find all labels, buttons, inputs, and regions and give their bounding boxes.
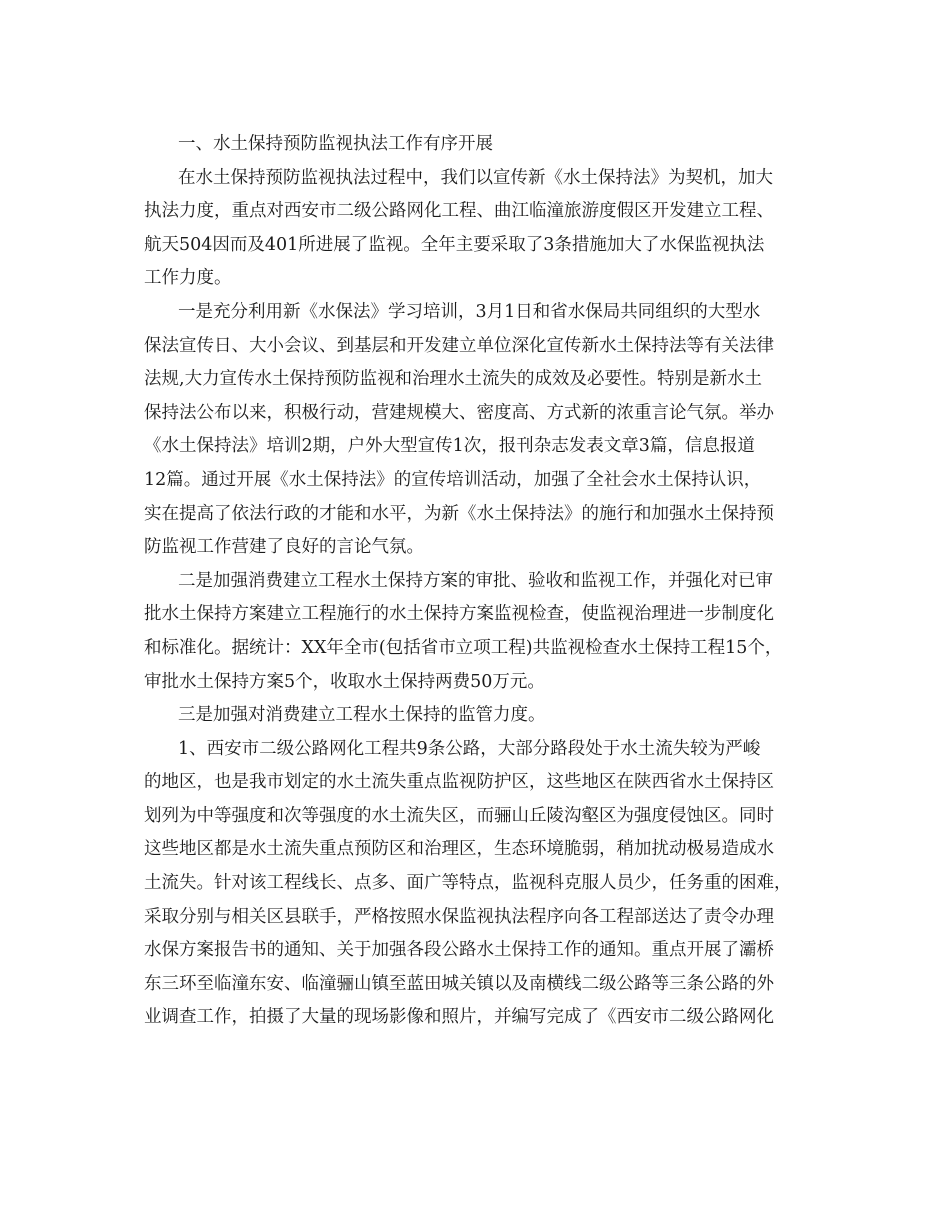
text-line: 保持法公布以来，积极行动，营建规模大、密度高、方式新的浓重言论气氛。举办 [144,402,774,423]
text-line: 法规,大力宣传水土保持预防监视和治理水土流失的成效及必要性。特别是新水土 [144,369,763,390]
text-line: 1、西安市二级公路网化工程共9条公路，大部分路段处于水土流失较为严峻 [178,738,761,759]
text-line: 12篇。通过开展《水土保持法》的宣传培训活动，加强了全社会水土保持认识， [144,469,762,490]
text-line: 审批水土保持方案5个，收取水土保持两费50万元。 [144,671,545,692]
text-line: 土流失。针对该工程线长、点多、面广等特点，监视科克服人员少，任务重的困难， [144,873,792,894]
text-line: 和标准化。据统计：XX年全市(包括省市立项工程)共监视检查水土保持工程15个， [144,637,783,658]
text-line: 东三环至临潼东安、临潼骊山镇至蓝田城关镇以及南横线二级公路等三条公路的外 [144,973,774,994]
text-line: 执法力度，重点对西安市二级公路网化工程、曲江临潼旅游度假区开发建立工程、 [144,201,774,222]
text-line: 实在提高了依法行政的才能和水平，为新《水土保持法》的施行和加强水土保持预 [144,503,774,524]
text-line: 三是加强对消费建立工程水土保持的监管力度。 [178,705,546,726]
text-line: 的地区，也是我市划定的水土流失重点监视防护区，这些地区在陕西省水土保持区 [144,772,774,793]
text-line: 二是加强消费建立工程水土保持方案的审批、验收和监视工作，并强化对已审 [178,570,773,591]
text-line: 保法宣传日、大小会议、到基层和开发建立单位深化宣传新水土保持法等有关法律 [144,335,774,356]
text-line: 防监视工作营建了良好的言论气氛。 [144,537,424,558]
text-line: 一、水土保持预防监视执法工作有序开展 [178,134,493,154]
text-line: 工作力度。 [144,268,232,289]
document-body [144,128,820,1035]
text-line: 采取分别与相关区县联手，严格按照水保监视执法程序向各工程部送达了责令办理 [144,906,774,927]
text-line: 批水土保持方案建立工程施行的水土保持方案监视检查，使监视治理进一步制度化 [144,604,774,625]
text-line: 水保方案报告书的通知、关于加强各段公路水土保持工作的通知。重点开展了灞桥 [144,940,774,961]
text-line: 一是充分利用新《水保法》学习培训，3月1日和省水保局共同组织的大型水 [178,301,761,322]
text-line: 《水土保持法》培训2期，户外大型宣传1次，报刊杂志发表文章3篇，信息报道 [144,436,755,457]
text-line: 航天504因而及401所进展了监视。全年主要采取了3条措施加大了水保监视执法 [144,234,765,255]
text-line: 业调查工作，拍摄了大量的现场影像和照片，并编写完成了《西安市二级公路网化 [144,1007,774,1028]
text-line: 这些地区都是水土流失重点预防区和治理区，生态环境脆弱，稍加扰动极易造成水 [144,839,774,860]
text-line: 在水土保持预防监视执法过程中，我们以宣传新《水土保持法》为契机，加大 [178,167,773,188]
text-line: 划列为中等强度和次等强度的水土流失区，而骊山丘陵沟壑区为强度侵蚀区。同时 [144,805,774,826]
